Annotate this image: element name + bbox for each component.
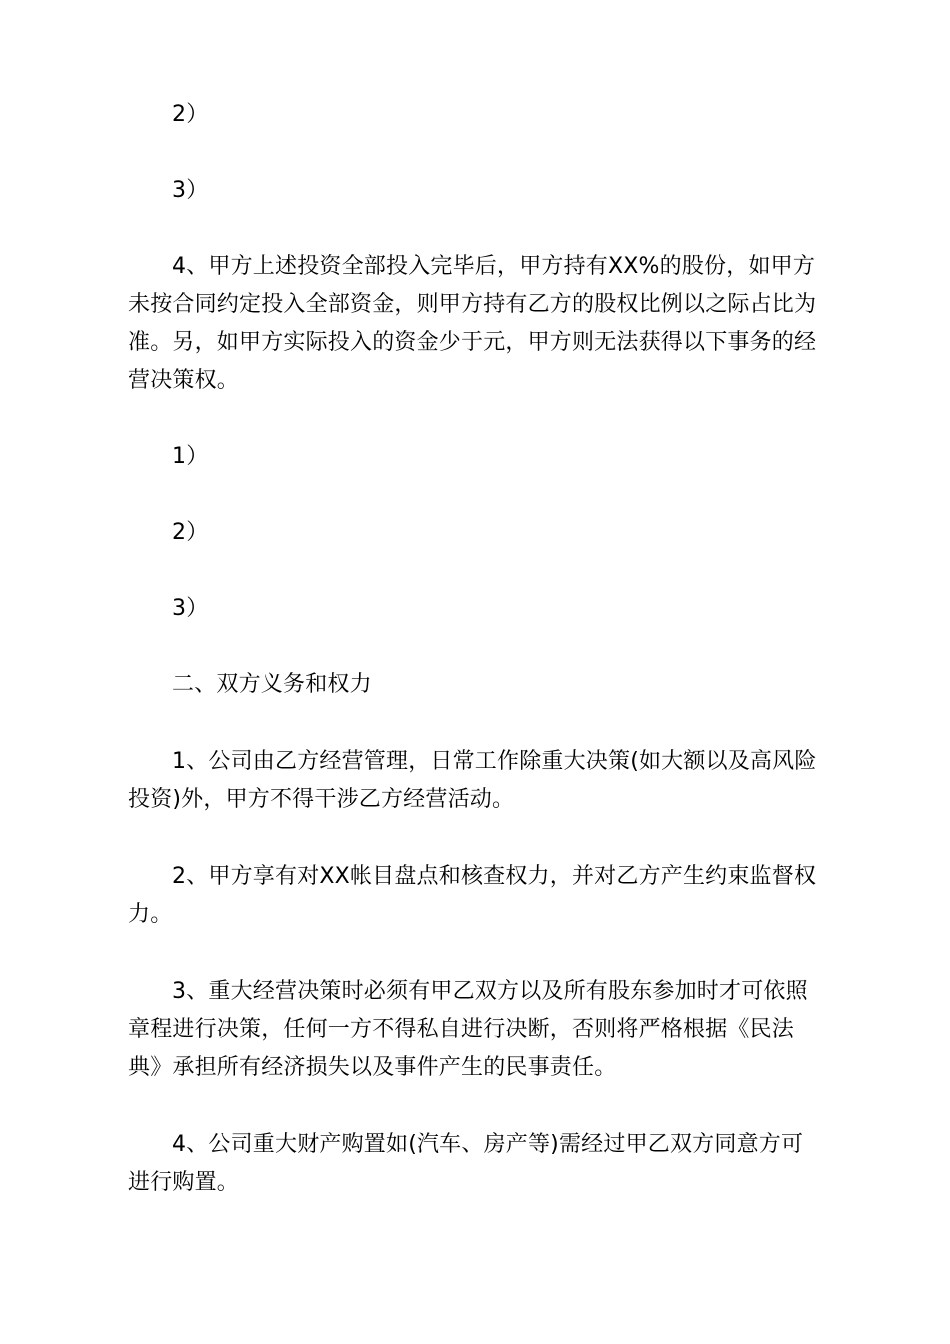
paragraph-line: 4、公司重大财产购置如(汽车、房产等)需经过甲乙双方同意方可 bbox=[172, 1132, 804, 1157]
paragraph-line: 4、甲方上述投资全部投入完毕后，甲方持有XX%的股份，如甲方 bbox=[172, 254, 816, 279]
section-heading: 二、双方义务和权力 bbox=[172, 672, 372, 697]
paragraph-line: 未按合同约定投入全部资金，则甲方持有乙方的股权比例以之际占比为 bbox=[128, 292, 817, 317]
paragraph-line: 1、公司由乙方经营管理，日常工作除重大决策(如大额以及高风险 bbox=[172, 749, 817, 774]
paragraph-line: 准。另，如甲方实际投入的资金少于元，甲方则无法获得以下事务的经 bbox=[128, 330, 817, 355]
list-item: 1） bbox=[172, 444, 209, 469]
list-item: 2） bbox=[172, 520, 209, 545]
paragraph-line: 章程进行决策，任何一方不得私自进行决断，否则将严格根据《民法 bbox=[128, 1017, 795, 1042]
paragraph-line: 3、重大经营决策时必须有甲乙双方以及所有股东参加时才可依照 bbox=[172, 979, 808, 1004]
paragraph-line: 典》承担所有经济损失以及事件产生的民事责任。 bbox=[128, 1055, 617, 1080]
list-item: 3） bbox=[172, 178, 209, 203]
paragraph-line: 力。 bbox=[128, 902, 173, 927]
paragraph-line: 2、甲方享有对XX帐目盘点和核查权力，并对乙方产生约束监督权 bbox=[172, 864, 817, 889]
paragraph-line: 进行购置。 bbox=[128, 1170, 240, 1195]
paragraph-line: 投资)外，甲方不得干涉乙方经营活动。 bbox=[128, 787, 515, 812]
list-item: 3） bbox=[172, 596, 209, 621]
list-item: 2） bbox=[172, 102, 209, 127]
paragraph-line: 营决策权。 bbox=[128, 368, 240, 393]
